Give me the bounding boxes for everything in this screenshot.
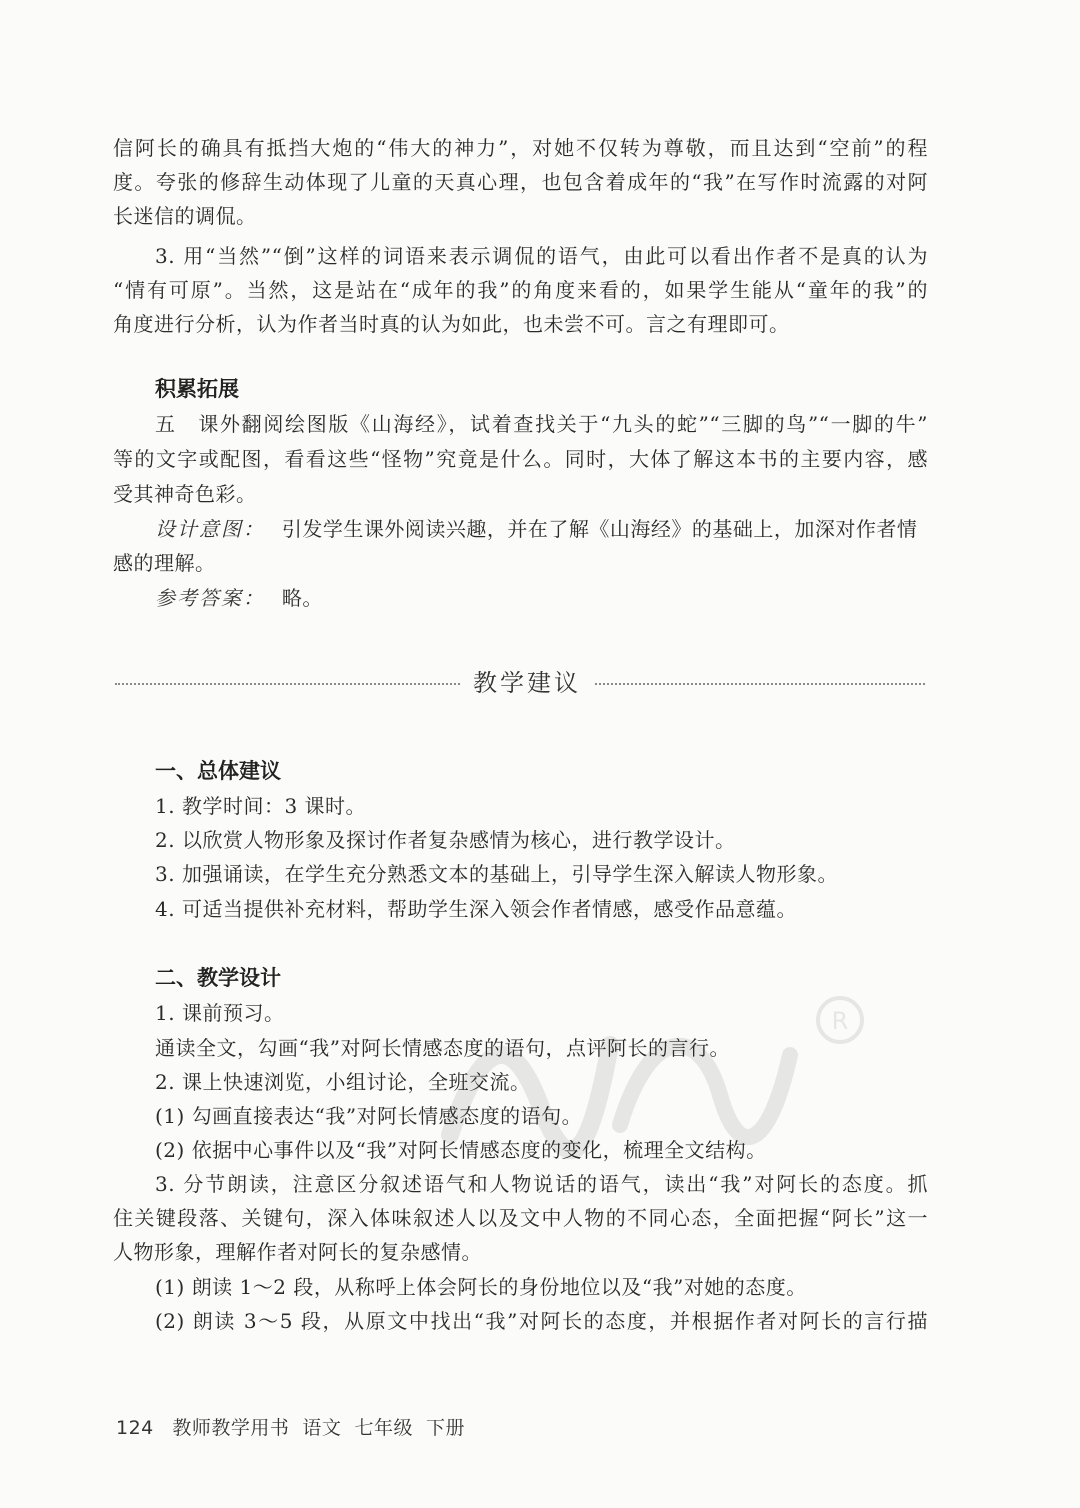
design-heading: 二、教学设计 <box>155 966 281 990</box>
overall-item: 3. 加强诵读，在学生充分熟悉文本的基础上，引导学生深入解读人物形象。 <box>155 862 838 886</box>
section-title: 教学建议 <box>473 669 581 697</box>
page-footer <box>116 1415 465 1441</box>
question-line: 受其神奇色彩。 <box>113 482 257 506</box>
question-line: 等的文字或配图，看看这些“怪物”究竟是什么。同时，大体了解这本书的主要内容，感 <box>113 447 928 471</box>
overall-heading: 一、总体建议 <box>155 759 281 783</box>
design-sub-line: (1) 朗读 1～2 段，从称呼上体会阿长的身份地位以及“我”对她的态度。 <box>155 1275 807 1299</box>
design-line: (1) 勾画直接表达“我”对阿长情感态度的语句。 <box>155 1104 583 1128</box>
design-sub-line: (2) 朗读 3～5 段，从原文中找出“我”对阿长的态度，并根据作者对阿长的言行描 <box>155 1309 928 1333</box>
accumulate-heading: 积累拓展 <box>155 377 239 401</box>
overall-item: 2. 以欣赏人物形象及探讨作者复杂感情为核心，进行教学设计。 <box>155 828 736 852</box>
reference-answer-text: 略。 <box>281 586 323 610</box>
design-intent-label: 设计意图： <box>155 517 265 541</box>
design-intent-text: 引发学生课外阅读兴趣，并在了解《山海经》的基础上，加深对作者情 <box>281 517 918 541</box>
section-divider-right <box>595 683 925 685</box>
design-line: (2) 依据中心事件以及“我”对阿长情感态度的变化，梳理全文结构。 <box>155 1138 767 1162</box>
design-intent <box>155 515 928 543</box>
design-item-3-line: 人物形象，理解作者对阿长的复杂感情。 <box>113 1240 482 1264</box>
answer-3-line: 3. 用“当然”“倒”这样的词语来表示调侃的语气，由此可以看出作者不是真的认为 <box>155 244 928 268</box>
overall-item: 1. 教学时间：3 课时。 <box>155 794 367 818</box>
reference-answer-label: 参考答案： <box>155 586 265 610</box>
overall-item: 4. 可适当提供补充材料，帮助学生深入领会作者情感，感受作品意蕴。 <box>155 897 797 921</box>
design-item-3-line: 3. 分节朗读，注意区分叙述语气和人物说话的语气，读出“我”对阿长的态度。抓 <box>155 1172 928 1196</box>
svg-text:R: R <box>831 1007 849 1035</box>
design-line: 通读全文，勾画“我”对阿长情感态度的语句，点评阿长的言行。 <box>155 1036 730 1060</box>
page-number: 124 <box>116 1417 154 1439</box>
book-title: 教师教学用书 语文 七年级 下册 <box>172 1417 466 1439</box>
design-intent-continued: 感的理解。 <box>113 551 216 575</box>
reference-answer <box>155 584 928 612</box>
section-divider-left <box>115 683 460 685</box>
paragraph-line: 信阿长的确具有抵挡大炮的“伟大的神力”，对她不仅转为尊敬，而且达到“空前”的程 <box>113 136 928 160</box>
design-line: 1. 课前预习。 <box>155 1001 285 1025</box>
answer-3-line: 角度进行分析，认为作者当时真的认为如此，也未尝不可。言之有理即可。 <box>113 312 790 336</box>
paragraph-line: 长迷信的调侃。 <box>113 204 257 228</box>
question-line: 五 课外翻阅绘图版《山海经》，试着查找关于“九头的蛇”“三脚的鸟”“一脚的牛” <box>155 412 928 436</box>
design-item-3-line: 住关键段落、关键句，深入体味叙述人以及文中人物的不同心态，全面把握“阿长”这一 <box>113 1206 928 1230</box>
paragraph-line: 度。夸张的修辞生动体现了儿童的天真心理，也包含着成年的“我”在写作时流露的对阿 <box>113 170 928 194</box>
design-line: 2. 课上快速浏览，小组讨论，全班交流。 <box>155 1070 531 1094</box>
answer-3-line: “情有可原”。当然，这是站在“成年的我”的角度来看的，如果学生能从“童年的我”的 <box>113 278 928 302</box>
